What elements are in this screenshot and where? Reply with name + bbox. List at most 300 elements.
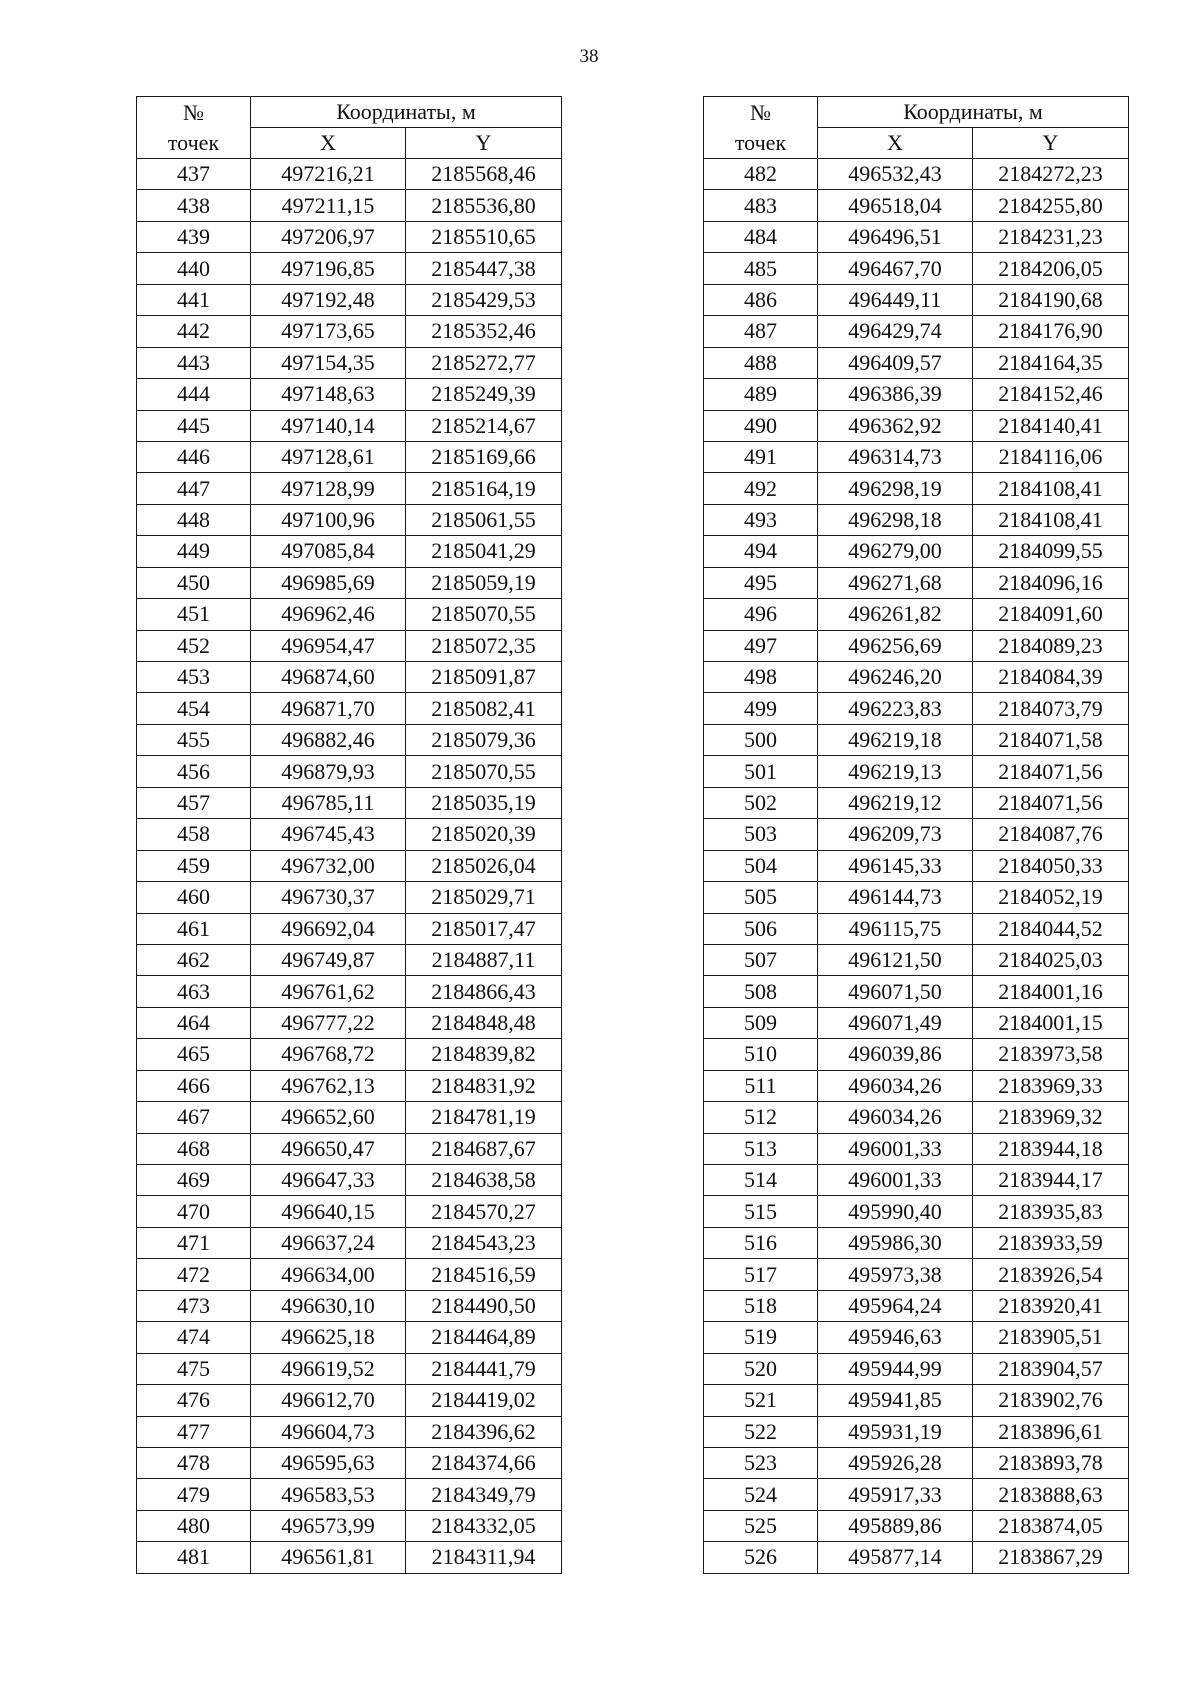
table-row (704, 1039, 1129, 1070)
point-number-cell: 483 (704, 190, 818, 221)
x-coordinate-cell: 497196,85 (251, 253, 406, 284)
x-coordinate-cell: 497128,99 (251, 473, 406, 504)
point-number-cell: 469 (137, 1165, 251, 1196)
x-coordinate-cell: 496034,26 (818, 1070, 973, 1101)
y-coordinate-cell: 2185169,66 (406, 441, 562, 472)
table-row (704, 599, 1129, 630)
point-number-cell: 437 (137, 159, 251, 190)
point-number-cell: 480 (137, 1510, 251, 1541)
point-number-cell: 467 (137, 1102, 251, 1133)
x-coordinate-cell: 495990,40 (818, 1196, 973, 1227)
point-number-cell: 498 (704, 662, 818, 693)
point-number-cell: 455 (137, 724, 251, 755)
point-number-cell: 450 (137, 567, 251, 598)
table-row (704, 473, 1129, 504)
point-number-cell: 438 (137, 190, 251, 221)
point-number-cell: 465 (137, 1039, 251, 1070)
table-row (704, 630, 1129, 661)
x-coordinate-cell: 496496,51 (818, 221, 973, 252)
table-row (137, 1133, 562, 1164)
table-row (704, 1227, 1129, 1258)
x-coordinate-cell: 496039,86 (818, 1039, 973, 1070)
y-coordinate-cell: 2183905,51 (973, 1322, 1129, 1353)
x-coordinate-cell: 496692,04 (251, 913, 406, 944)
x-coordinate-cell: 496071,50 (818, 976, 973, 1007)
y-coordinate-cell: 2185079,36 (406, 724, 562, 755)
table-row (704, 913, 1129, 944)
y-coordinate-cell: 2183944,17 (973, 1165, 1129, 1196)
point-number-cell: 458 (137, 819, 251, 850)
x-coordinate-cell: 496532,43 (818, 159, 973, 190)
point-number-cell: 526 (704, 1542, 818, 1573)
y-coordinate-cell: 2184084,39 (973, 662, 1129, 693)
x-coordinate-cell: 497100,96 (251, 504, 406, 535)
point-number-cell: 477 (137, 1416, 251, 1447)
x-coordinate-cell: 496879,93 (251, 756, 406, 787)
table-row (704, 1322, 1129, 1353)
point-number-cell: 520 (704, 1353, 818, 1384)
y-coordinate-cell: 2184108,41 (973, 504, 1129, 535)
y-coordinate-cell: 2184831,92 (406, 1070, 562, 1101)
y-coordinate-cell: 2184272,23 (973, 159, 1129, 190)
x-coordinate-cell: 496625,18 (251, 1322, 406, 1353)
point-number-cell: 517 (704, 1259, 818, 1290)
y-coordinate-cell: 2183904,57 (973, 1353, 1129, 1384)
x-coordinate-cell: 495889,86 (818, 1510, 973, 1541)
table-row (704, 662, 1129, 693)
x-coordinate-cell: 495931,19 (818, 1416, 973, 1447)
point-number-cell: 504 (704, 850, 818, 881)
y-coordinate-cell: 2184839,82 (406, 1039, 562, 1070)
x-coordinate-cell: 496647,33 (251, 1165, 406, 1196)
point-number-cell: 454 (137, 693, 251, 724)
table-row (137, 473, 562, 504)
x-coordinate-cell: 496223,83 (818, 693, 973, 724)
y-coordinate-cell: 2185070,55 (406, 599, 562, 630)
x-coordinate-cell: 496219,18 (818, 724, 973, 755)
table-row (137, 787, 562, 818)
point-number-cell: 456 (137, 756, 251, 787)
y-coordinate-cell: 2184231,23 (973, 221, 1129, 252)
point-number-cell: 522 (704, 1416, 818, 1447)
table-row (704, 850, 1129, 881)
table-body-right (704, 159, 1129, 1574)
point-number-cell: 481 (137, 1542, 251, 1573)
table-row (137, 1165, 562, 1196)
y-coordinate-cell: 2185429,53 (406, 284, 562, 315)
y-coordinate-cell: 2183933,59 (973, 1227, 1129, 1258)
point-number-cell: 473 (137, 1290, 251, 1321)
y-coordinate-cell: 2184396,62 (406, 1416, 562, 1447)
table-row (137, 1102, 562, 1133)
y-coordinate-cell: 2185072,35 (406, 630, 562, 661)
y-coordinate-cell: 2185536,80 (406, 190, 562, 221)
y-coordinate-cell: 2184044,52 (973, 913, 1129, 944)
x-coordinate-cell: 496279,00 (818, 536, 973, 567)
point-number-cell: 524 (704, 1479, 818, 1510)
x-coordinate-cell: 496261,82 (818, 599, 973, 630)
y-coordinate-cell: 2183874,05 (973, 1510, 1129, 1541)
x-coordinate-cell: 497173,65 (251, 316, 406, 347)
table-body-left (137, 159, 562, 1574)
y-coordinate-cell: 2184140,41 (973, 410, 1129, 441)
table-row (137, 1007, 562, 1038)
point-number-cell: 453 (137, 662, 251, 693)
x-coordinate-cell: 496777,22 (251, 1007, 406, 1038)
x-coordinate-cell: 496271,68 (818, 567, 973, 598)
table-row (137, 190, 562, 221)
x-coordinate-cell: 496954,47 (251, 630, 406, 661)
table-row (704, 1385, 1129, 1416)
point-number-cell: 494 (704, 536, 818, 567)
table-row (137, 944, 562, 975)
y-coordinate-cell: 2183896,61 (973, 1416, 1129, 1447)
y-coordinate-cell: 2184052,19 (973, 882, 1129, 913)
y-coordinate-cell: 2185214,67 (406, 410, 562, 441)
y-coordinate-cell: 2184887,11 (406, 944, 562, 975)
table-row (704, 504, 1129, 535)
point-number-cell: 502 (704, 787, 818, 818)
point-number-cell: 463 (137, 976, 251, 1007)
y-header: Y (406, 128, 562, 159)
table-row (137, 1510, 562, 1541)
point-number-cell: 491 (704, 441, 818, 472)
table-row (704, 724, 1129, 755)
x-coordinate-cell: 496145,33 (818, 850, 973, 881)
coordinates-header: Координаты, м (251, 97, 562, 128)
x-coordinate-cell: 495941,85 (818, 1385, 973, 1416)
x-coordinate-cell: 497154,35 (251, 347, 406, 378)
point-number-cell: 511 (704, 1070, 818, 1101)
x-coordinate-cell: 496001,33 (818, 1165, 973, 1196)
table-row (704, 1479, 1129, 1510)
table-row (137, 379, 562, 410)
point-number-cell: 489 (704, 379, 818, 410)
table-row (137, 882, 562, 913)
point-number-cell: 485 (704, 253, 818, 284)
table-row (137, 159, 562, 190)
x-coordinate-cell: 496871,70 (251, 693, 406, 724)
table-row (137, 693, 562, 724)
point-number-cell: 495 (704, 567, 818, 598)
y-coordinate-cell: 2185061,55 (406, 504, 562, 535)
y-coordinate-cell: 2185164,19 (406, 473, 562, 504)
table-row (137, 504, 562, 535)
x-coordinate-cell: 496619,52 (251, 1353, 406, 1384)
point-number-cell: 516 (704, 1227, 818, 1258)
y-coordinate-cell: 2183893,78 (973, 1447, 1129, 1478)
point-number-cell: 478 (137, 1447, 251, 1478)
point-number-cell: 444 (137, 379, 251, 410)
table-row (704, 976, 1129, 1007)
x-coordinate-cell: 496209,73 (818, 819, 973, 850)
table-row (704, 1070, 1129, 1101)
x-coordinate-cell: 496583,53 (251, 1479, 406, 1510)
point-number-cell: 449 (137, 536, 251, 567)
point-number-cell: 505 (704, 882, 818, 913)
table-row (704, 944, 1129, 975)
point-number-cell: 493 (704, 504, 818, 535)
point-number-label: точек (734, 129, 787, 155)
x-coordinate-cell: 496518,04 (818, 190, 973, 221)
y-coordinate-cell: 2183926,54 (973, 1259, 1129, 1290)
x-coordinate-cell: 497216,21 (251, 159, 406, 190)
point-number-cell: 514 (704, 1165, 818, 1196)
y-coordinate-cell: 2183973,58 (973, 1039, 1129, 1070)
y-coordinate-cell: 2184071,58 (973, 724, 1129, 755)
y-coordinate-cell: 2185035,19 (406, 787, 562, 818)
table-row (704, 1447, 1129, 1478)
point-number-cell: 439 (137, 221, 251, 252)
point-number-cell: 492 (704, 473, 818, 504)
point-number-cell: 447 (137, 473, 251, 504)
x-coordinate-cell: 496762,13 (251, 1070, 406, 1101)
table-row (704, 190, 1129, 221)
y-coordinate-cell: 2184516,59 (406, 1259, 562, 1290)
y-coordinate-cell: 2184490,50 (406, 1290, 562, 1321)
x-coordinate-cell: 496962,46 (251, 599, 406, 630)
y-coordinate-cell: 2184866,43 (406, 976, 562, 1007)
table-row (137, 536, 562, 567)
table-row (704, 347, 1129, 378)
y-coordinate-cell: 2184089,23 (973, 630, 1129, 661)
table-row (137, 1227, 562, 1258)
point-number-cell: 487 (704, 316, 818, 347)
table-row (704, 379, 1129, 410)
x-coordinate-cell: 496612,70 (251, 1385, 406, 1416)
y-coordinate-cell: 2184096,16 (973, 567, 1129, 598)
y-coordinate-cell: 2183935,83 (973, 1196, 1129, 1227)
table-row (704, 316, 1129, 347)
coordinates-header: Координаты, м (818, 97, 1129, 128)
point-number-cell: 499 (704, 693, 818, 724)
x-coordinate-cell: 496634,00 (251, 1259, 406, 1290)
point-number-cell: 500 (704, 724, 818, 755)
point-number-cell: 457 (137, 787, 251, 818)
y-coordinate-cell: 2184311,94 (406, 1542, 562, 1573)
point-number-cell: 466 (137, 1070, 251, 1101)
table-row (137, 1416, 562, 1447)
x-coordinate-cell: 495986,30 (818, 1227, 973, 1258)
x-coordinate-cell: 495964,24 (818, 1290, 973, 1321)
page-number: 38 (579, 46, 599, 67)
y-coordinate-cell: 2185091,87 (406, 662, 562, 693)
y-coordinate-cell: 2184116,06 (973, 441, 1129, 472)
y-coordinate-cell: 2183902,76 (973, 1385, 1129, 1416)
table-row (137, 410, 562, 441)
coordinates-table-left (136, 96, 562, 1574)
x-coordinate-cell: 497211,15 (251, 190, 406, 221)
point-number-cell: 523 (704, 1447, 818, 1478)
point-number-cell: 525 (704, 1510, 818, 1541)
point-number-cell: 488 (704, 347, 818, 378)
x-coordinate-cell: 497206,97 (251, 221, 406, 252)
y-coordinate-cell: 2184164,35 (973, 347, 1129, 378)
table-row (137, 819, 562, 850)
table-row (137, 1196, 562, 1227)
y-coordinate-cell: 2184025,03 (973, 944, 1129, 975)
x-coordinate-cell: 496429,74 (818, 316, 973, 347)
table-row (704, 1007, 1129, 1038)
table-row (137, 756, 562, 787)
y-coordinate-cell: 2185082,41 (406, 693, 562, 724)
point-number-cell: 512 (704, 1102, 818, 1133)
y-coordinate-cell: 2184687,67 (406, 1133, 562, 1164)
y-coordinate-cell: 2184108,41 (973, 473, 1129, 504)
x-coordinate-cell: 496034,26 (818, 1102, 973, 1133)
table-row (137, 1039, 562, 1070)
y-coordinate-cell: 2185272,77 (406, 347, 562, 378)
table-row (704, 1416, 1129, 1447)
y-coordinate-cell: 2184087,76 (973, 819, 1129, 850)
y-coordinate-cell: 2184073,79 (973, 693, 1129, 724)
x-coordinate-cell: 496732,00 (251, 850, 406, 881)
table-header (137, 97, 562, 159)
table-row (704, 1102, 1129, 1133)
point-number-cell: 470 (137, 1196, 251, 1227)
x-coordinate-cell: 496768,72 (251, 1039, 406, 1070)
x-coordinate-cell: 496595,63 (251, 1447, 406, 1478)
y-coordinate-cell: 2184091,60 (973, 599, 1129, 630)
x-coordinate-cell: 496219,13 (818, 756, 973, 787)
y-coordinate-cell: 2184374,66 (406, 1447, 562, 1478)
table-header (704, 97, 1129, 159)
point-number-cell: 496 (704, 599, 818, 630)
table-row (137, 630, 562, 661)
x-coordinate-cell: 496298,19 (818, 473, 973, 504)
table-row (137, 850, 562, 881)
x-coordinate-cell: 497085,84 (251, 536, 406, 567)
point-number-cell: 451 (137, 599, 251, 630)
table-row (137, 284, 562, 315)
x-coordinate-cell: 496449,11 (818, 284, 973, 315)
table-row (704, 756, 1129, 787)
table-row (704, 441, 1129, 472)
point-number-cell: 519 (704, 1322, 818, 1353)
y-coordinate-cell: 2184441,79 (406, 1353, 562, 1384)
point-number-cell: 459 (137, 850, 251, 881)
x-coordinate-cell: 496246,20 (818, 662, 973, 693)
table-row (704, 819, 1129, 850)
x-coordinate-cell: 496604,73 (251, 1416, 406, 1447)
table-row (704, 882, 1129, 913)
y-coordinate-cell: 2184190,68 (973, 284, 1129, 315)
point-number-cell: 443 (137, 347, 251, 378)
table-row (137, 1542, 562, 1573)
table-row (704, 410, 1129, 441)
table-row (137, 1070, 562, 1101)
table-row (137, 976, 562, 1007)
x-coordinate-cell: 496561,81 (251, 1542, 406, 1573)
table-row (137, 567, 562, 598)
y-coordinate-cell: 2184464,89 (406, 1322, 562, 1353)
x-coordinate-cell: 496652,60 (251, 1102, 406, 1133)
x-coordinate-cell: 495944,99 (818, 1353, 973, 1384)
table-row (704, 1290, 1129, 1321)
x-coordinate-cell: 496467,70 (818, 253, 973, 284)
table-row (704, 693, 1129, 724)
y-coordinate-cell: 2184638,58 (406, 1165, 562, 1196)
y-coordinate-cell: 2183920,41 (973, 1290, 1129, 1321)
x-coordinate-cell: 496785,11 (251, 787, 406, 818)
point-number-cell: 461 (137, 913, 251, 944)
point-number-cell: 452 (137, 630, 251, 661)
point-number-header (704, 97, 818, 159)
y-coordinate-cell: 2184206,05 (973, 253, 1129, 284)
y-coordinate-cell: 2184071,56 (973, 756, 1129, 787)
point-number-sign: № (183, 99, 204, 125)
point-number-cell: 446 (137, 441, 251, 472)
point-number-cell: 503 (704, 819, 818, 850)
point-number-cell: 513 (704, 1133, 818, 1164)
y-coordinate-cell: 2185026,04 (406, 850, 562, 881)
y-coordinate-cell: 2184848,48 (406, 1007, 562, 1038)
point-number-cell: 442 (137, 316, 251, 347)
x-header: X (251, 128, 406, 159)
table-row (137, 1353, 562, 1384)
table-row (137, 1259, 562, 1290)
point-number-cell: 484 (704, 221, 818, 252)
y-coordinate-cell: 2184332,05 (406, 1510, 562, 1541)
point-number-cell: 490 (704, 410, 818, 441)
point-number-cell: 441 (137, 284, 251, 315)
y-coordinate-cell: 2184255,80 (973, 190, 1129, 221)
x-coordinate-cell: 496314,73 (818, 441, 973, 472)
table-row (137, 662, 562, 693)
point-number-cell: 510 (704, 1039, 818, 1070)
x-coordinate-cell: 496256,69 (818, 630, 973, 661)
x-coordinate-cell: 496640,15 (251, 1196, 406, 1227)
y-coordinate-cell: 2184001,16 (973, 976, 1129, 1007)
point-number-cell: 471 (137, 1227, 251, 1258)
point-number-cell: 462 (137, 944, 251, 975)
x-coordinate-cell: 495917,33 (818, 1479, 973, 1510)
x-coordinate-cell: 496573,99 (251, 1510, 406, 1541)
table-row (704, 1165, 1129, 1196)
table-row (137, 221, 562, 252)
y-coordinate-cell: 2184543,23 (406, 1227, 562, 1258)
x-coordinate-cell: 496730,37 (251, 882, 406, 913)
y-coordinate-cell: 2184419,02 (406, 1385, 562, 1416)
point-number-cell: 445 (137, 410, 251, 441)
point-number-cell: 468 (137, 1133, 251, 1164)
point-number-header (137, 97, 251, 159)
coordinates-table-right (703, 96, 1129, 1574)
x-header: X (818, 128, 973, 159)
table-row (137, 253, 562, 284)
point-number-cell: 518 (704, 1290, 818, 1321)
y-coordinate-cell: 2185020,39 (406, 819, 562, 850)
y-coordinate-cell: 2184349,79 (406, 1479, 562, 1510)
x-coordinate-cell: 497128,61 (251, 441, 406, 472)
table-row (137, 1322, 562, 1353)
y-coordinate-cell: 2185447,38 (406, 253, 562, 284)
y-coordinate-cell: 2183867,29 (973, 1542, 1129, 1573)
x-coordinate-cell: 495877,14 (818, 1542, 973, 1573)
table-row (137, 441, 562, 472)
point-number-cell: 508 (704, 976, 818, 1007)
x-coordinate-cell: 496637,24 (251, 1227, 406, 1258)
table-row (137, 1385, 562, 1416)
point-number-cell: 475 (137, 1353, 251, 1384)
point-number-cell: 474 (137, 1322, 251, 1353)
y-coordinate-cell: 2185059,19 (406, 567, 562, 598)
x-coordinate-cell: 496298,18 (818, 504, 973, 535)
table-row (704, 1196, 1129, 1227)
point-number-label: точек (167, 129, 220, 155)
y-coordinate-cell: 2184001,15 (973, 1007, 1129, 1038)
x-coordinate-cell: 496650,47 (251, 1133, 406, 1164)
